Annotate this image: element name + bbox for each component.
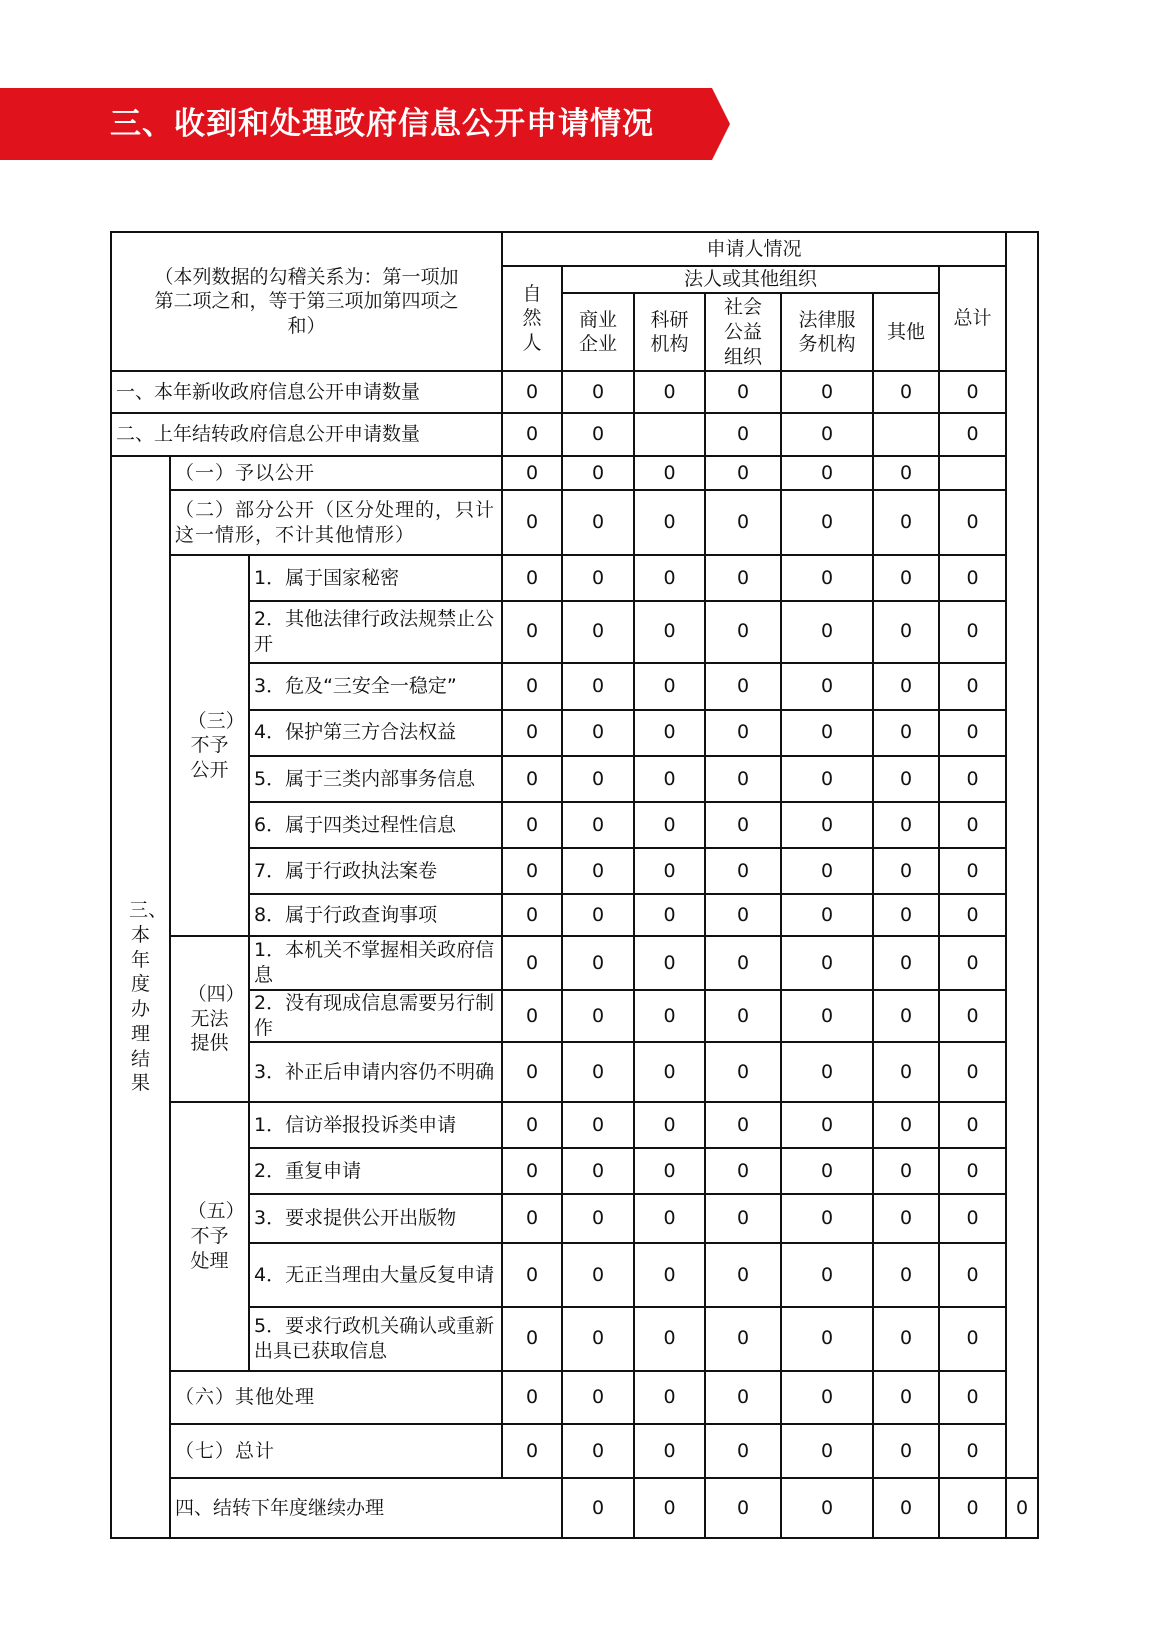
table-row [111,802,1038,848]
table-row [111,1424,1038,1478]
header-public-welfare [705,293,781,371]
cell-research: 0 [634,456,705,490]
cell-total: 0 [939,990,1006,1043]
cell-natural: 0 [502,802,562,848]
cell-total: 0 [939,601,1006,663]
group4-label: （四）无法提供 [187,983,245,1055]
cell-business: 0 [562,710,634,756]
table-row [111,894,1038,936]
cell-research: 0 [634,936,705,989]
cell-total: 0 [939,490,1006,555]
cell-public: 0 [705,1042,781,1101]
cell-business: 0 [562,371,634,413]
cell-business: 0 [562,601,634,663]
table-row [111,990,1038,1043]
table-row [111,601,1038,663]
cell-public: 0 [705,1148,781,1194]
cell-natural: 0 [502,1243,562,1307]
cell-public: 0 [705,848,781,894]
row-label: 6．属于四类过程性信息 [249,802,502,848]
cell-natural: 0 [502,1424,562,1478]
cell-total: 0 [939,1194,1006,1243]
cell-total: 0 [939,555,1006,601]
cell-legal-service: 0 [781,1243,873,1307]
cell-research: 0 [634,756,705,802]
cell-other: 0 [939,1478,1006,1538]
cell-business: 0 [562,1243,634,1307]
cell-other: 0 [873,1424,939,1478]
cell-research: 0 [634,1243,705,1307]
cell-total: 0 [939,848,1006,894]
header-business-label: 商业企业 [579,308,618,356]
cell-business: 0 [562,990,634,1043]
cell-business: 0 [562,802,634,848]
row-label: 二、上年结转政府信息公开申请数量 [111,413,502,456]
row-label: （二）部分公开（区分处理的，只计这一情形，不计其他情形） [170,490,502,555]
cell-natural: 0 [502,1371,562,1424]
cell-other [873,413,939,456]
cell-business: 0 [562,1194,634,1243]
cell-legal-service: 0 [781,1102,873,1148]
cell-business: 0 [562,756,634,802]
header-legal-service-label: 法律服务机构 [798,308,856,356]
header-total: 总计 [939,266,1006,371]
row-label: 四、结转下年度继续办理 [170,1478,562,1538]
header-legal-service [781,293,873,371]
row-label: 2．没有现成信息需要另行制作 [249,990,502,1043]
table-row [111,1042,1038,1101]
table-row [111,1102,1038,1148]
cell-legal-service: 0 [781,848,873,894]
cell-public: 0 [705,894,781,936]
cell-business: 0 [562,490,634,555]
cell-legal-service: 0 [781,894,873,936]
table-row [111,490,1038,555]
cell-business: 0 [562,848,634,894]
cell-legal-service: 0 [781,936,873,989]
cell-other: 0 [873,1194,939,1243]
cell-natural: 0 [502,1042,562,1101]
cell-natural: 0 [502,490,562,555]
cell-research: 0 [634,1424,705,1478]
cell-other: 0 [873,894,939,936]
cell-legal-service: 0 [781,555,873,601]
group5-label-cell [170,1102,249,1371]
cell-total: 0 [939,894,1006,936]
header-legal-group: 法人或其他组织 [562,266,939,293]
corner-note: （本列数据的勾稽关系为：第一项加第二项之和，等于第三项加第四项之和） [154,265,459,337]
cell-public: 0 [705,456,781,490]
row-label: 5．要求行政机关确认或重新出具已获取信息 [249,1307,502,1371]
cell-legal-service: 0 [781,1424,873,1478]
cell-legal-service: 0 [781,802,873,848]
cell-research: 0 [634,1194,705,1243]
section-banner [0,88,730,160]
cell-public: 0 [705,802,781,848]
cell-research: 0 [634,1307,705,1371]
section3-label-cell [111,456,170,1538]
cell-other: 0 [873,756,939,802]
cell-research: 0 [634,710,705,756]
corner-note-cell [111,232,502,371]
cell-total [939,456,1006,490]
cell-natural: 0 [502,710,562,756]
row-label: 1．信访举报投诉类申请 [249,1102,502,1148]
row-label: 3．补正后申请内容仍不明确 [249,1042,502,1101]
header-row-1 [111,232,1038,266]
cell-total: 0 [939,1042,1006,1101]
cell-research: 0 [634,663,705,710]
cell-natural: 0 [502,894,562,936]
cell-legal-service: 0 [781,456,873,490]
cell-business: 0 [562,936,634,989]
cell-total: 0 [939,1243,1006,1307]
cell-public: 0 [705,371,781,413]
cell-research: 0 [634,371,705,413]
row-label: （六）其他处理 [170,1371,502,1424]
cell-public: 0 [705,1424,781,1478]
table-row [111,710,1038,756]
cell-total: 0 [939,936,1006,989]
cell-natural: 0 [502,456,562,490]
cell-business: 0 [562,894,634,936]
cell-business: 0 [562,1102,634,1148]
table-row [111,555,1038,601]
cell-public: 0 [705,1194,781,1243]
cell-research: 0 [634,1042,705,1101]
row-label: （七）总计 [170,1424,502,1478]
cell-total: 0 [939,1424,1006,1478]
cell-other: 0 [873,555,939,601]
cell-business: 0 [562,1424,634,1478]
row-label: 3．要求提供公开出版物 [249,1194,502,1243]
group5-label: （五）不予处理 [187,1200,245,1272]
cell-legal-service: 0 [781,490,873,555]
group4-label-cell [170,936,249,1102]
cell-public: 0 [705,663,781,710]
row-label: 4．保护第三方合法权益 [249,710,502,756]
table-row [111,1478,1038,1538]
cell-natural: 0 [502,848,562,894]
cell-business: 0 [562,555,634,601]
row-label: 一、本年新收政府信息公开申请数量 [111,371,502,413]
cell-natural: 0 [502,756,562,802]
cell-public: 0 [705,555,781,601]
header-public-welfare-label: 社会公益组织 [724,296,763,368]
cell-business: 0 [562,663,634,710]
cell-other: 0 [873,710,939,756]
cell-public: 0 [705,413,781,456]
cell-research: 0 [634,490,705,555]
table-row [111,756,1038,802]
cell-total: 0 [939,710,1006,756]
cell-other: 0 [873,802,939,848]
row-label: 7．属于行政执法案卷 [249,848,502,894]
cell-research: 0 [634,1148,705,1194]
row-label: （一）予以公开 [170,456,502,490]
cell-natural: 0 [502,990,562,1043]
cell-business: 0 [634,1478,705,1538]
disclosure-requests-table [110,231,1039,1539]
cell-legal-service: 0 [781,663,873,710]
cell-public: 0 [705,1371,781,1424]
cell-research [634,413,705,456]
cell-total: 0 [939,756,1006,802]
header-research [634,293,705,371]
cell-other: 0 [873,663,939,710]
cell-public: 0 [705,1102,781,1148]
cell-natural: 0 [502,1307,562,1371]
cell-natural: 0 [502,371,562,413]
cell-business: 0 [562,1148,634,1194]
cell-other: 0 [873,990,939,1043]
table-row [111,1371,1038,1424]
cell-research: 0 [705,1478,781,1538]
row-label: 2．重复申请 [249,1148,502,1194]
header-research-label: 科研机构 [650,308,689,356]
cell-other: 0 [873,1102,939,1148]
cell-research: 0 [634,555,705,601]
cell-natural: 0 [502,1148,562,1194]
table-row [111,371,1038,413]
cell-total: 0 [939,1371,1006,1424]
cell-legal-service: 0 [873,1478,939,1538]
cell-legal-service: 0 [781,413,873,456]
cell-public: 0 [705,990,781,1043]
cell-other: 0 [873,1243,939,1307]
cell-legal-service: 0 [781,990,873,1043]
section-title: 三、收到和处理政府信息公开申请情况 [110,106,654,142]
header-applicant-group: 申请人情况 [502,232,1006,266]
cell-natural: 0 [502,601,562,663]
cell-legal-service: 0 [781,1194,873,1243]
cell-natural: 0 [502,1194,562,1243]
cell-other: 0 [873,1148,939,1194]
cell-natural: 0 [562,1478,634,1538]
cell-business: 0 [562,1307,634,1371]
header-natural-person-label: 自然人 [522,282,542,354]
cell-other: 0 [873,601,939,663]
cell-natural: 0 [502,555,562,601]
row-label: 1．本机关不掌握相关政府信息 [249,936,502,989]
group3-label: （三）不予公开 [187,709,245,781]
cell-business: 0 [562,1042,634,1101]
cell-public: 0 [705,710,781,756]
cell-total: 0 [939,663,1006,710]
row-label: 8．属于行政查询事项 [249,894,502,936]
table-row [111,1148,1038,1194]
header-other: 其他 [873,293,939,371]
cell-total: 0 [939,413,1006,456]
cell-other: 0 [873,936,939,989]
cell-legal-service: 0 [781,371,873,413]
cell-legal-service: 0 [781,1307,873,1371]
cell-research: 0 [634,848,705,894]
cell-public: 0 [705,1243,781,1307]
cell-other: 0 [873,456,939,490]
cell-natural: 0 [502,936,562,989]
section3-label: 三、本年度办理结果 [129,899,168,1095]
cell-other: 0 [873,848,939,894]
cell-public: 0 [705,1307,781,1371]
cell-other: 0 [873,1042,939,1101]
cell-other: 0 [873,1371,939,1424]
cell-natural: 0 [502,1102,562,1148]
row-label: 4．无正当理由大量反复申请 [249,1243,502,1307]
cell-public: 0 [705,936,781,989]
table-row [111,1307,1038,1371]
cell-research: 0 [634,894,705,936]
cell-total: 0 [1006,1478,1038,1538]
cell-research: 0 [634,990,705,1043]
cell-business: 0 [562,1371,634,1424]
table-row [111,936,1038,989]
table-row [111,848,1038,894]
cell-natural: 0 [502,413,562,456]
cell-public: 0 [705,490,781,555]
cell-public: 0 [705,601,781,663]
cell-legal-service: 0 [781,1042,873,1101]
row-label: 1．属于国家秘密 [249,555,502,601]
header-business [562,293,634,371]
cell-legal-service: 0 [781,756,873,802]
cell-research: 0 [634,1102,705,1148]
cell-legal-service: 0 [781,710,873,756]
cell-other: 0 [873,1307,939,1371]
cell-legal-service: 0 [781,601,873,663]
cell-public: 0 [705,756,781,802]
cell-natural: 0 [502,663,562,710]
cell-business: 0 [562,456,634,490]
cell-research: 0 [634,601,705,663]
table-row [111,1243,1038,1307]
group3-label-cell [170,555,249,937]
cell-other: 0 [873,490,939,555]
row-label: 5．属于三类内部事务信息 [249,756,502,802]
cell-total: 0 [939,1307,1006,1371]
cell-legal-service: 0 [781,1148,873,1194]
cell-public: 0 [781,1478,873,1538]
cell-other: 0 [873,371,939,413]
cell-business: 0 [562,413,634,456]
row-label: 2．其他法律行政法规禁止公开 [249,601,502,663]
table-row [111,1194,1038,1243]
cell-total: 0 [939,1148,1006,1194]
table-row [111,663,1038,710]
cell-legal-service: 0 [781,1371,873,1424]
cell-total: 0 [939,802,1006,848]
cell-research: 0 [634,1371,705,1424]
table-row [111,456,1038,490]
row-label: 3．危及“三安全一稳定” [249,663,502,710]
cell-research: 0 [634,802,705,848]
cell-total: 0 [939,1102,1006,1148]
cell-total: 0 [939,371,1006,413]
header-natural-person [502,266,562,371]
table-row [111,413,1038,456]
